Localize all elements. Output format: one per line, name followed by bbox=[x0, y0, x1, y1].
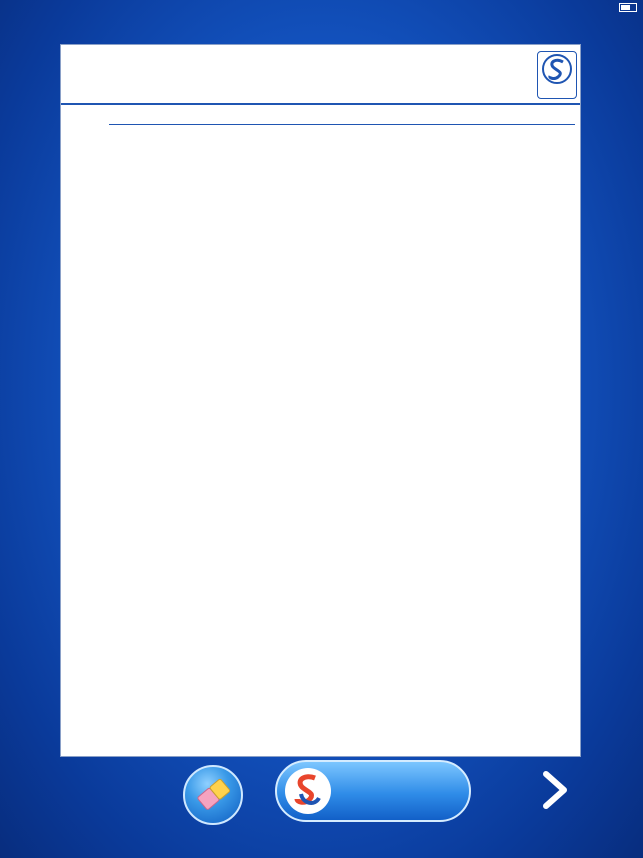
name-underline bbox=[109, 124, 575, 125]
status-bar bbox=[0, 0, 643, 18]
schmidt-logo bbox=[537, 51, 577, 99]
header-divider bbox=[61, 103, 580, 105]
next-button[interactable] bbox=[530, 764, 582, 816]
schmidt-s-icon bbox=[538, 52, 576, 88]
score-card bbox=[60, 44, 581, 757]
schmidt-brand-icon bbox=[285, 768, 331, 814]
battery-indicator bbox=[616, 3, 637, 14]
more-button[interactable] bbox=[275, 760, 471, 822]
erase-button[interactable] bbox=[183, 765, 243, 825]
battery-icon bbox=[619, 3, 637, 12]
kniffel-logo bbox=[67, 52, 190, 94]
chevron-right-icon bbox=[530, 764, 582, 816]
eraser-icon bbox=[185, 767, 241, 823]
